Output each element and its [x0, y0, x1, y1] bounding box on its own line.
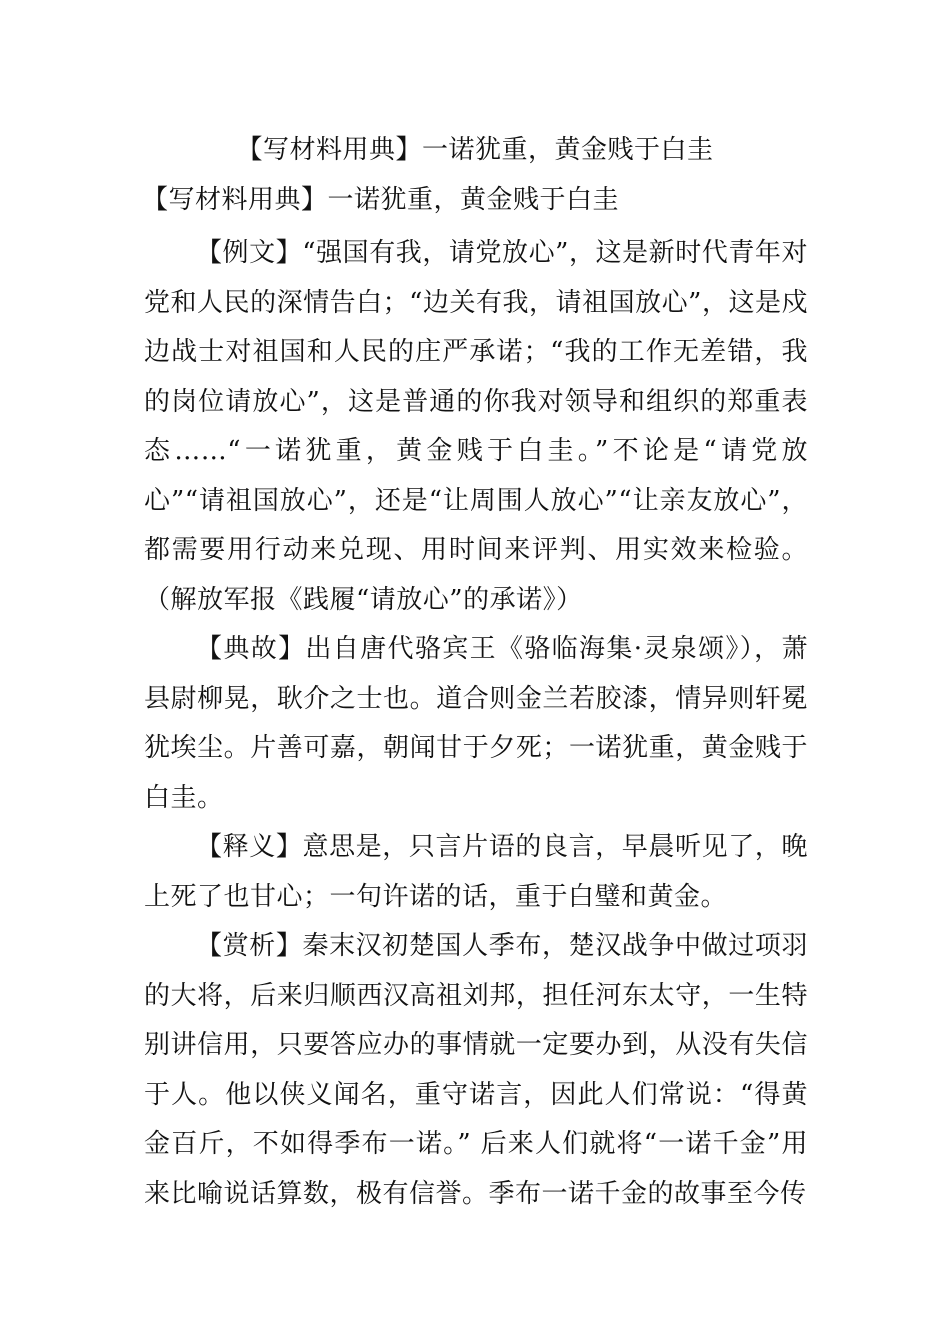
- paragraph-example: 【例文】“强国有我，请党放心”，这是新时代青年对党和人民的深情告白；“边关有我，请祖国放心”，这是戍边战士对祖国和人民的庄严承诺；“我的工作无差错，我的岗位请放心”，这是普通的你我对领导和组织的郑重表态……“一诺犹重，黄金贱于白圭。”不论是“请党放心”“请祖国放心”，还是“让周围人放心”“让亲友放心”，都需要用行动来兑现、用时间来评判、用实效来检验。（解放军报《践履“请放心”的承诺》）: [144, 238, 808, 615]
- document-body: [144, 180, 808, 1219]
- paragraph-meaning: 【释义】意思是，只言片语的良言，早晨听见了，晚上死了也甘心；一句许诺的话，重于白璧和黄金。: [144, 832, 808, 912]
- paragraph-appreciation: 【赏析】秦末汉初楚国人季布，楚汉战争中做过项羽的大将，后来归顺西汉高祖刘邦，担任河东太守，一生特别讲信用，只要答应办的事情就一定要办到，从没有失信于人。他以侠义闻名，重守诺言，因此人们常说：“得黄金百斤，不如得季布一诺。” 后来人们就将“一诺千金”用来比喻说话算数，极有信誉。季布一诺千金的故事至今传: [144, 931, 808, 1209]
- document-title: 【写材料用典】一诺犹重，黄金贱于白圭: [236, 135, 714, 165]
- paragraph-allusion: 【典故】出自唐代骆宾王《骆临海集·灵泉颂》），萧县尉柳晃，耿介之士也。道合则金兰若胶漆，情异则轩冕犹埃尘。片善可嘉，朝闻甘于夕死；一诺犹重，黄金贱于白圭。: [144, 634, 808, 813]
- document-subtitle: 【写材料用典】一诺犹重，黄金贱于白圭: [142, 185, 620, 215]
